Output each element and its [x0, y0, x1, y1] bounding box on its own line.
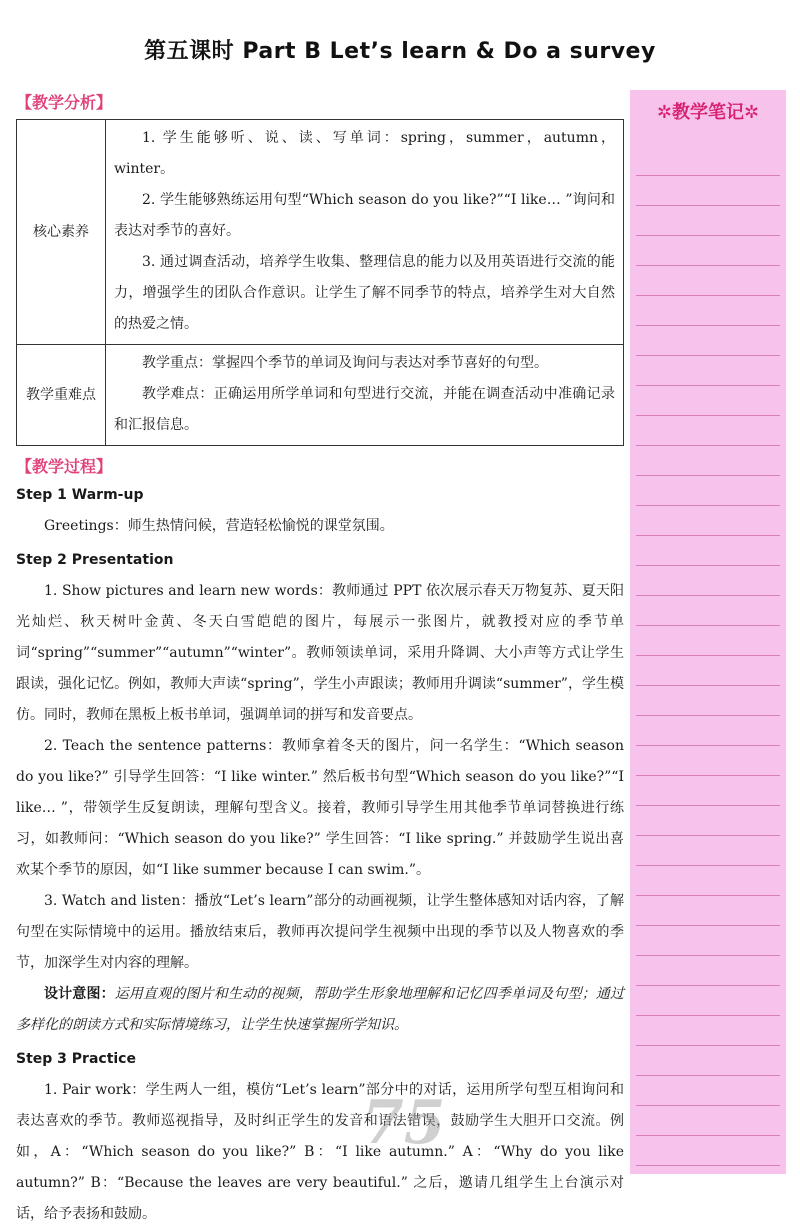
- core-label: 核心素养: [17, 120, 106, 345]
- design-intent-label: 设计意图：: [44, 986, 115, 1002]
- key-item: 教学重点：掌握四个季节的单词及询问与表达对季节喜好的句型。: [142, 355, 548, 371]
- step2-paragraph: 3. Watch and listen：播放“Let’s learn”部分的动画视频，让学生整体感知对话内容，了解句型在实际情境中的运用。播放结束后，教师再次提问学生视频中出现的季节以及人物喜欢的季节，加深学生对内容的理解。: [16, 893, 624, 971]
- process-heading: 【教学过程】: [16, 457, 113, 476]
- key-row: [17, 345, 624, 446]
- notes-ruled-lines: [636, 146, 780, 1174]
- main-content: [16, 90, 624, 1230]
- step2-paragraph: 1. Show pictures and learn new words：教师通过 PPT 依次展示春天万物复苏、夏天阳光灿烂、秋天树叶金黄、冬天白雪皑皑的图片，每展示一张图片，就教授对应的季节单词“spring”“summer”“autumn”“winter”。教师领读单词，采用升降调、大小声等方式让学生跟读，强化记忆。例如，教师大声读“spring”，学生小声跟读；教师用升调读“summer”，学生模仿。同时，教师在黑板上板书单词，强调单词的拼写和发音要点。: [16, 583, 624, 723]
- core-content: [106, 120, 624, 345]
- notes-title: ✲教学笔记✲: [656, 102, 760, 123]
- core-item: 1. 学生能够听、说、读、写单词：spring，summer，autumn，winter。: [114, 130, 615, 177]
- analysis-table: [16, 119, 624, 446]
- step1-paragraph: Greetings：师生热情问候，营造轻松愉悦的课堂氛围。: [44, 518, 394, 534]
- step2-title: Step 2 Presentation: [16, 552, 174, 568]
- page-number: 75: [362, 1088, 446, 1158]
- step1-title: Step 1 Warm-up: [16, 487, 144, 503]
- key-content: [106, 345, 624, 446]
- analysis-heading: 【教学分析】: [16, 93, 113, 112]
- notes-panel: [630, 90, 786, 1174]
- key-label: 教学重难点: [17, 345, 106, 446]
- step2-paragraph: 2. Teach the sentence patterns：教师拿着冬天的图片，问一名学生：“Which season do you like?” 引导学生回答：“I like winter.” 然后板书句型“Which season do you like?”“I like… ”，带领学生反复朗读，理解句型含义。接着，教师引导学生用其他季节单词替换进行练习，如教师问：“Which season do you like?” 学生回答：“I like spring.” 并鼓励学生说出喜欢某个季节的原因，如“I like summer because I can swim.”。: [16, 738, 624, 878]
- page-title: 第五课时 Part B Let’s learn & Do a survey: [144, 39, 656, 64]
- design-intent: [16, 979, 624, 1041]
- design-intent-text: 运用直观的图片和生动的视频，帮助学生形象地理解和记忆四季单词及句型；通过多样化的朗读方式和实际情境练习，让学生快速掌握所学知识。: [16, 986, 624, 1033]
- step3-paragraph: 1. Pair work：学生两人一组，模仿“Let’s learn”部分中的对话，运用所学句型互相询问和表达喜欢的季节。教师巡视指导，及时纠正学生的发音和语法错误，鼓励学生大胆开口交流。例如，A：“Which season do you like?” B：“I like autumn.” A：“Why do you like autumn?” B：“Because the leaves are very beautiful.” 之后，邀请几组学生上台演示对话，给予表扬和鼓励。: [16, 1082, 624, 1222]
- step3-title: Step 3 Practice: [16, 1051, 136, 1067]
- core-row: [17, 120, 624, 345]
- core-item: 3. 通过调查活动，培养学生收集、整理信息的能力以及用英语进行交流的能力，增强学生的团队合作意识。让学生了解不同季节的特点，培养学生对大自然的热爱之情。: [114, 254, 615, 332]
- core-item: 2. 学生能够熟练运用句型“Which season do you like?”“I like… ”询问和表达对季节的喜好。: [114, 192, 615, 239]
- key-item: 教学难点：正确运用所学单词和句型进行交流，并能在调查活动中准确记录和汇报信息。: [114, 386, 615, 433]
